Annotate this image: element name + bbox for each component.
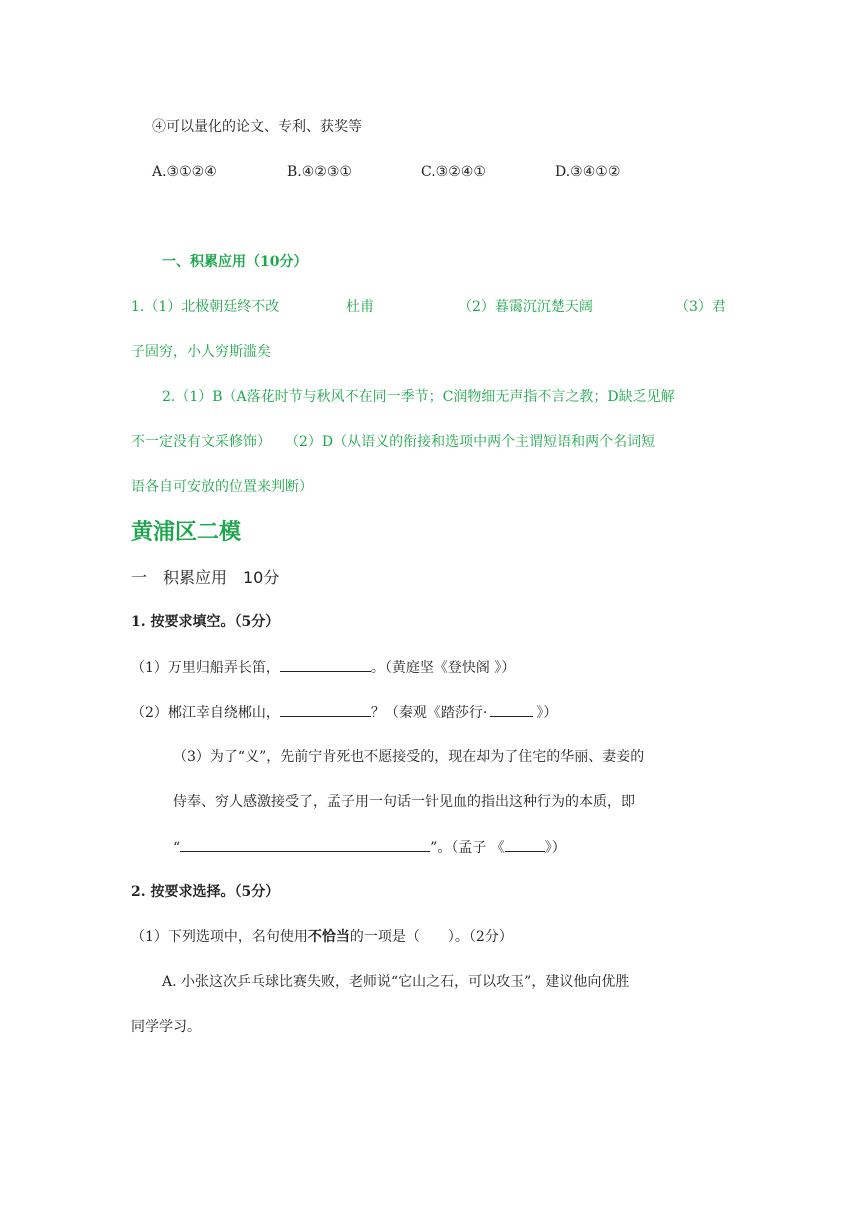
answer-2-line1: 2.（1）B（A落花时节与秋风不在同一季节；C润物细无声指不言之教；D缺乏见解 bbox=[162, 389, 675, 405]
question-2-1 bbox=[131, 927, 513, 947]
question-1-3-line3 bbox=[173, 837, 566, 858]
option-a-line2: 同学学习。 bbox=[131, 1019, 201, 1035]
exam-section-title: 一 积累应用 10分 bbox=[131, 568, 280, 587]
answer-section-title: 一、积累应用（10分） bbox=[162, 254, 308, 270]
question-1-1-prefix: （1）万里归船弄长笛， bbox=[131, 660, 280, 676]
exam-title: 黄浦区二模 bbox=[131, 520, 242, 545]
option-item-4: ④可以量化的论文、专利、获奖等 bbox=[152, 119, 362, 135]
question-1-2-middle: ？（秦观《踏莎行· bbox=[370, 705, 488, 721]
question-1-1-suffix: 。（黄庭坚《登快阁 》） bbox=[370, 660, 516, 676]
answer-1-line1-part1: 1.（1）北极朝廷终不改 bbox=[131, 299, 280, 315]
answer-1-line1-part3: （2）暮霭沉沉楚天阔 bbox=[458, 299, 593, 315]
answer-blank[interactable] bbox=[180, 837, 430, 852]
prev-option-c: C.③②④① bbox=[421, 164, 486, 180]
answer-2-line2: 不一定没有文采修饰） （2）D（从语义的衔接和选项中两个主谓短语和两个名词短 bbox=[131, 434, 656, 450]
question-2-title: 2. 按要求选择。（5分） bbox=[131, 884, 280, 900]
option-a-line1: A. 小张这次乒乓球比赛失败，老师说“它山之石，可以攻玉”，建议他向优胜 bbox=[162, 974, 630, 990]
prev-option-b: B.④②③① bbox=[287, 164, 352, 180]
prev-option-d: D.③④①② bbox=[555, 164, 621, 180]
question-1-3-end: 》） bbox=[544, 840, 566, 856]
answer-1-line1-part4: （3）君 bbox=[675, 299, 726, 315]
question-2-1-prefix: （1）下列选项中，名句使用 bbox=[131, 929, 308, 945]
question-2-1-suffix: 的一项是（ ）。（2分） bbox=[349, 929, 513, 945]
prev-option-a: A.③①②④ bbox=[152, 164, 217, 180]
question-1-2-prefix: （2）郴江幸自绕郴山， bbox=[131, 705, 280, 721]
question-1-3-line1: （3）为了“义”，先前宁肯死也不愿接受的，现在却为了住宅的华丽、妻妾的 bbox=[173, 749, 645, 765]
question-2-1-emphasis: 不恰当 bbox=[307, 929, 350, 945]
answer-2-line3: 语各自可安放的位置来判断） bbox=[131, 479, 313, 495]
answer-blank[interactable] bbox=[280, 657, 371, 672]
answer-blank[interactable] bbox=[505, 837, 545, 852]
question-1-3-line2: 侍奉、穷人感激接受了，孟子用一句话一针见血的指出这种行为的本质，即 bbox=[173, 794, 635, 810]
answer-blank[interactable] bbox=[280, 702, 371, 717]
question-1-3-close: ”。（孟子 《 bbox=[430, 840, 505, 856]
open-quote: “ bbox=[173, 840, 181, 856]
question-1-2-suffix: 》） bbox=[536, 705, 558, 721]
answer-1-line2: 子固穷，小人穷斯滥矣 bbox=[131, 344, 271, 360]
answer-1-line1-part2: 杜甫 bbox=[346, 299, 374, 315]
answer-blank[interactable] bbox=[490, 702, 533, 717]
question-1-title: 1. 按要求填空。（5分） bbox=[131, 614, 280, 630]
question-1-1 bbox=[131, 657, 515, 678]
question-1-2 bbox=[131, 702, 557, 723]
